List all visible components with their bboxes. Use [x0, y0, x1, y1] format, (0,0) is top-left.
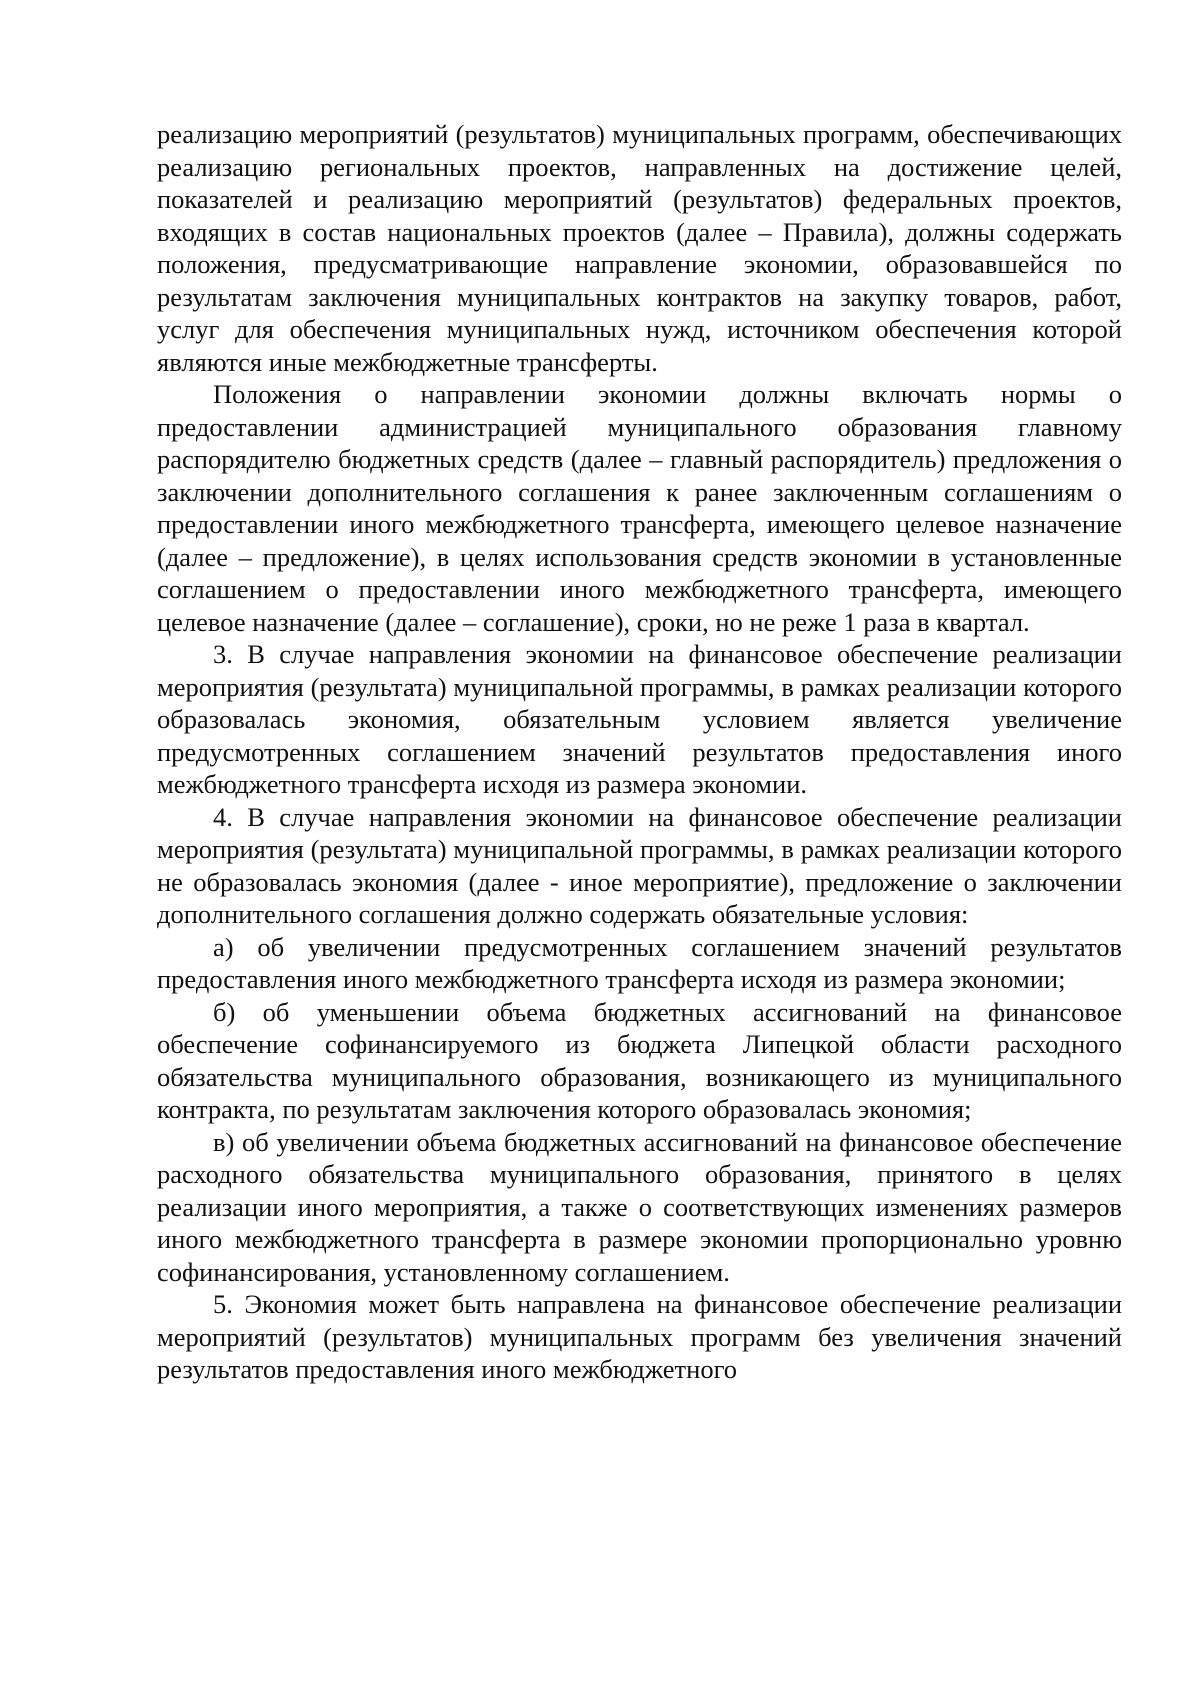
document-page	[157, 118, 1122, 1386]
paragraph-continuation: реализацию мероприятий (результатов) муниципальных программ, обеспечивающих реализацию региональных проектов, направленных на достижение целей, показателей и реализацию мероприятий (результатов) федеральных проектов, входящих в состав национальных проектов (далее – Правила), должны содержать положения, предусматривающие направление экономии, образовавшейся по результатам заключения муниципальных контрактов на закупку товаров, работ, услуг для обеспечения муниципальных нужд, источником обеспечения которой являются иные межбюджетные трансферты.	[157, 119, 1122, 377]
paragraph-item-4a: а) об увеличении предусмотренных соглашением значений результатов предоставления иного межбюджетного трансферта исходя из размера экономии;	[157, 931, 1122, 994]
paragraph-item-5: 5. Экономия может быть направлена на финансовое обеспечение реализации мероприятий (результатов) муниципальных программ без увеличения значений результатов предоставления иного межбюджетного	[157, 1289, 1122, 1384]
paragraph-item-4b: б) об уменьшении объема бюджетных ассигнований на финансовое обеспечение софинансируемого из бюджета Липецкой области расходного обязательства муниципального образования, возникающего из муниципального контракта, по результатам заключения которого образовалась экономия;	[157, 996, 1122, 1124]
paragraph-provisions: Положения о направлении экономии должны включать нормы о предоставлении администрацией муниципального образования главному распорядителю бюджетных средств (далее – главный распорядитель) предложения о заключении дополнительного соглашения к ранее заключенным соглашениям о предоставлении иного межбюджетного трансферта, имеющего целевое назначение (далее – предложение), в целях использования средств экономии в установленные соглашением о предоставлении иного межбюджетного трансферта, имеющего целевое назначение (далее – соглашение), сроки, но не реже 1 раза в квартал.	[157, 379, 1122, 637]
paragraph-item-4v: в) об увеличении объема бюджетных ассигнований на финансовое обеспечение расходного обязательства муниципального образования, принятого в целях реализации иного мероприятия, а также о соответствующих изменениях размеров иного межбюджетного трансферта в размере экономии пропорционально уровню софинансирования, установленному соглашением.	[157, 1126, 1122, 1287]
paragraph-item-4: 4. В случае направления экономии на финансовое обеспечение реализации мероприятия (результата) муниципальной программы, в рамках реализации которого не образовалась экономия (далее - иное мероприятие), предложение о заключении дополнительного соглашения должно содержать обязательные условия:	[157, 801, 1122, 929]
paragraph-item-3: 3. В случае направления экономии на финансовое обеспечение реализации мероприятия (результата) муниципальной программы, в рамках реализации которого образовалась экономия, обязательным условием является увеличение предусмотренных соглашением значений результатов предоставления иного межбюджетного трансферта исходя из размера экономии.	[157, 639, 1122, 799]
